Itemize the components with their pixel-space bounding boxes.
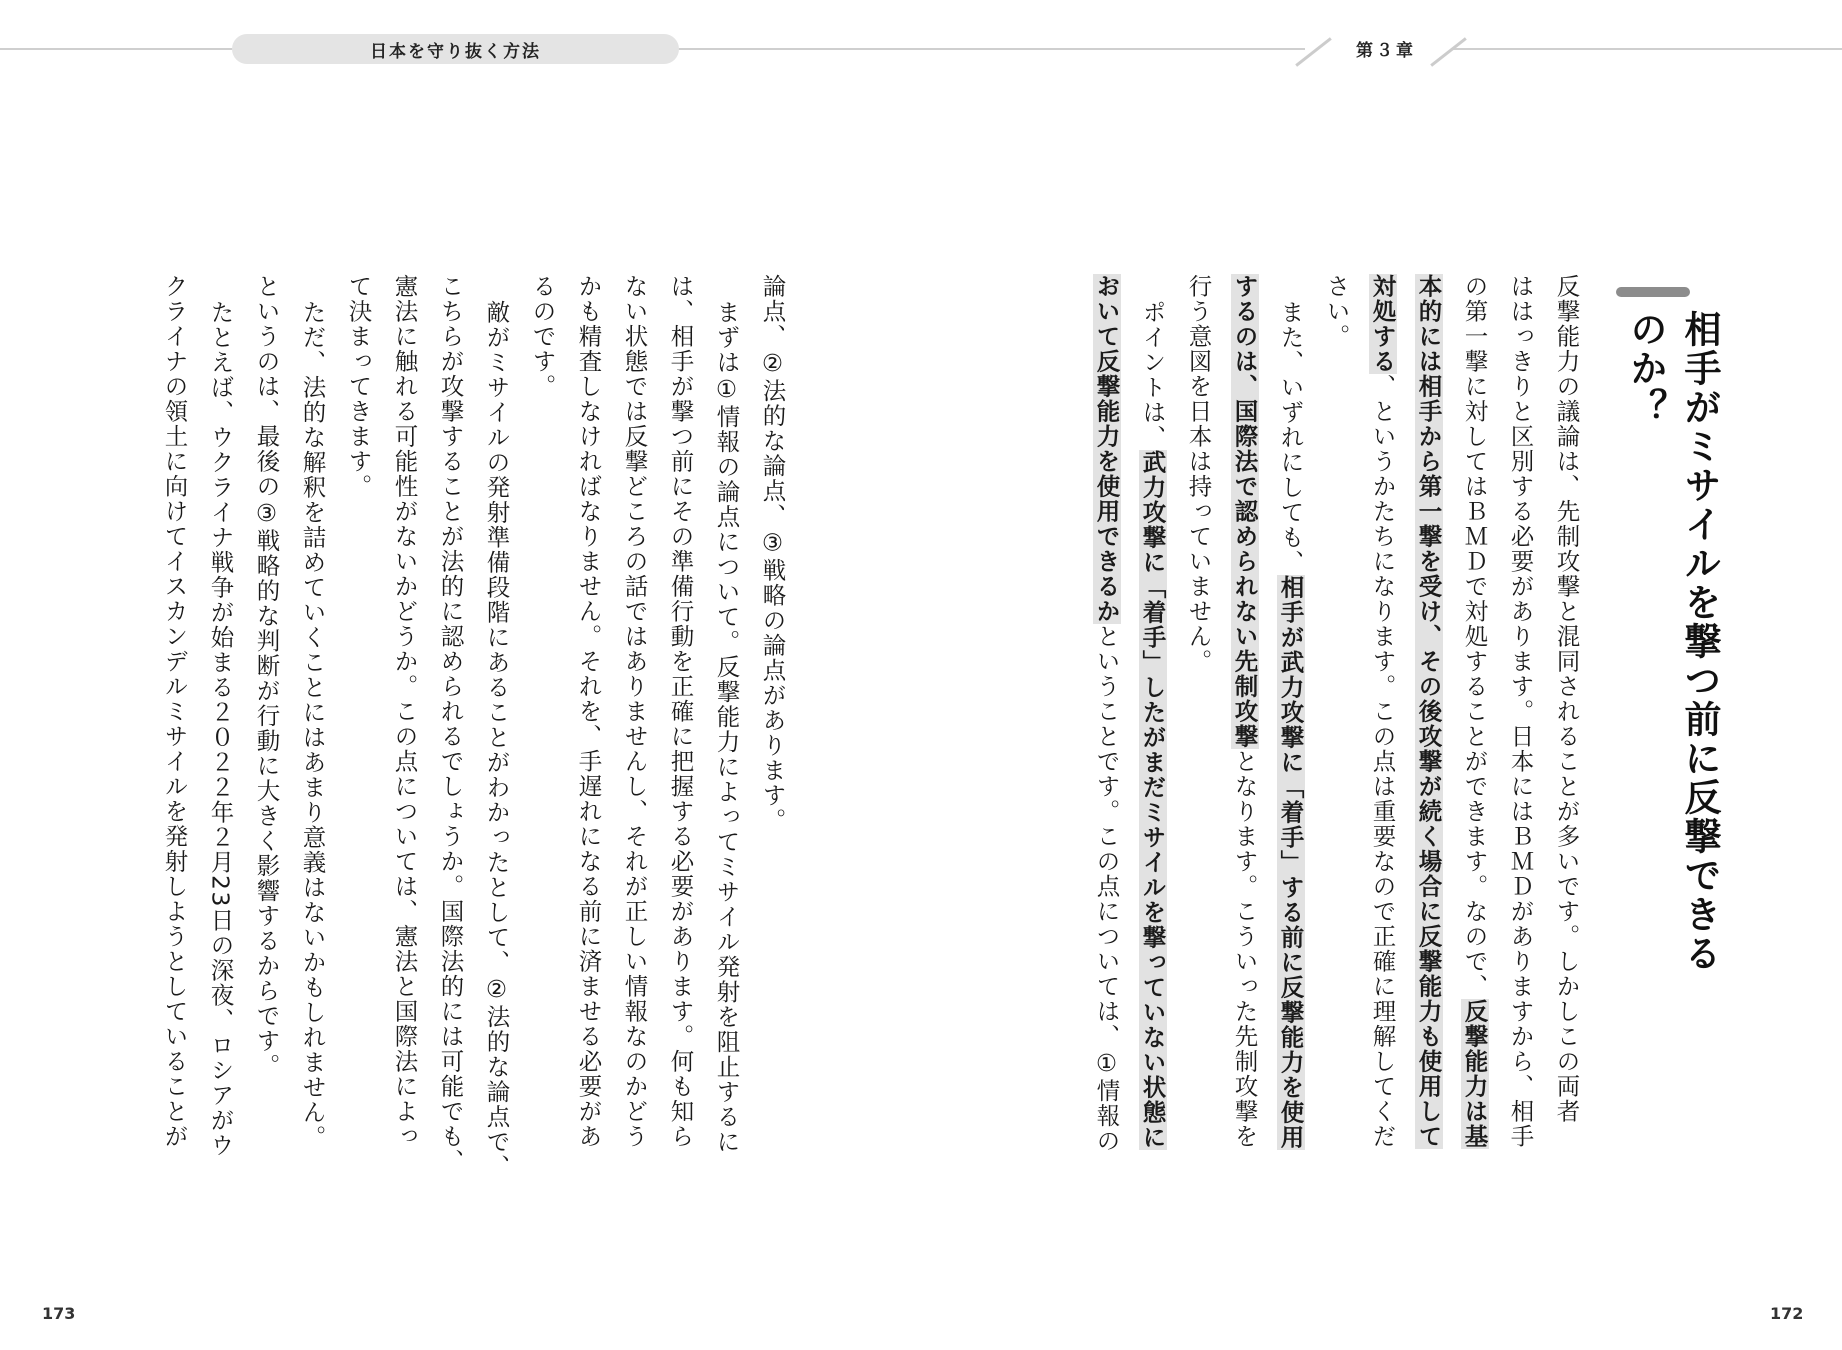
text-line: 敵がミサイルの発射準備段階にあることがわかったとして、②法的な論点で、: [482, 300, 511, 1180]
text-line: ポイントは、武力攻撃に「着手」したがまだミサイルを撃っていない状態に: [1138, 300, 1167, 1150]
text-line: まずは①情報の論点について。反撃能力によってミサイル発射を阻止するに: [712, 300, 741, 1155]
text-line: 憲法に触れる可能性がないかどうか。この点については、憲法と国際法によっ: [390, 274, 419, 1149]
text-line: かも精査しなければなりません。それを、手遅れになる前に済ませる必要があ: [574, 274, 603, 1149]
text-line: て決まってきます。: [344, 274, 373, 499]
text-line: 論点、②法的な論点、③戦略の論点があります。: [758, 274, 787, 833]
text-line: おいて反撃能力を使用できるかということです。この点については、①情報の: [1092, 274, 1121, 1154]
page-number-right: 172: [1770, 1304, 1804, 1323]
text-line: ははっきりと区別する必要があります。日本にはＢＭＤがありますから、相手: [1506, 274, 1535, 1149]
text-line: こちらが攻撃することが法的に認められるでしょうか。国際法的には可能でも、: [436, 274, 465, 1174]
text-line: は、相手が撃つ前にその準備行動を正確に把握する必要があります。何も知ら: [666, 274, 695, 1149]
text-line: また、いずれにしても、相手が武力攻撃に「着手」する前に反撃能力を使用: [1276, 300, 1305, 1150]
text-line: ない状態では反撃どころの話ではありませんし、それが正しい情報なのかどう: [620, 274, 649, 1149]
text-line: 行う意図を日本は持っていません。: [1184, 274, 1213, 674]
text-line: ただ、法的な解釈を詰めていくことにはあまり意義はないかもしれません。: [298, 300, 327, 1150]
text-line: さい。: [1322, 274, 1351, 349]
running-head-book-title: 日本を守り抜く方法: [232, 34, 679, 64]
text-line: るのです。: [528, 274, 557, 399]
text-line: 対処する、というかたちになります。この点は重要なので正確に理解してくだ: [1368, 274, 1397, 1149]
title-accent-bar: [1616, 287, 1690, 297]
section-title: 相手がミサイルを撃つ前に反撃できるのか？: [1624, 310, 1721, 973]
text-line: するのは、国際法で認められない先制攻撃となります。こういった先制攻撃を: [1230, 274, 1259, 1149]
chapter-slash-left: [1295, 37, 1332, 66]
text-line: 反撃能力の議論は、先制攻撃と混同されることが多いです。しかしこの両者: [1552, 274, 1581, 1124]
text-line: というのは、最後の③戦略的な判断が行動に大きく影響するからです。: [252, 274, 281, 1079]
chapter-slash-right: [1430, 37, 1467, 66]
text-line: の第一撃に対してはＢＭＤで対処することができます。なので、反撃能力は基: [1460, 274, 1489, 1149]
text-line: 本的には相手から第一撃を受け、その後攻撃が続く場合に反撃能力も使用して: [1414, 274, 1443, 1149]
page-number-left: 173: [42, 1304, 76, 1323]
text-line: たとえば、ウクライナ戦争が始まる２０２２年２月23日の深夜、ロシアがウ: [206, 300, 235, 1158]
text-line: クライナの領土に向けてイスカンデルミサイルを発射しようとしていることが: [160, 274, 189, 1149]
header-rule-right: [1452, 48, 1842, 50]
running-head-chapter: 第３章: [1356, 41, 1416, 61]
